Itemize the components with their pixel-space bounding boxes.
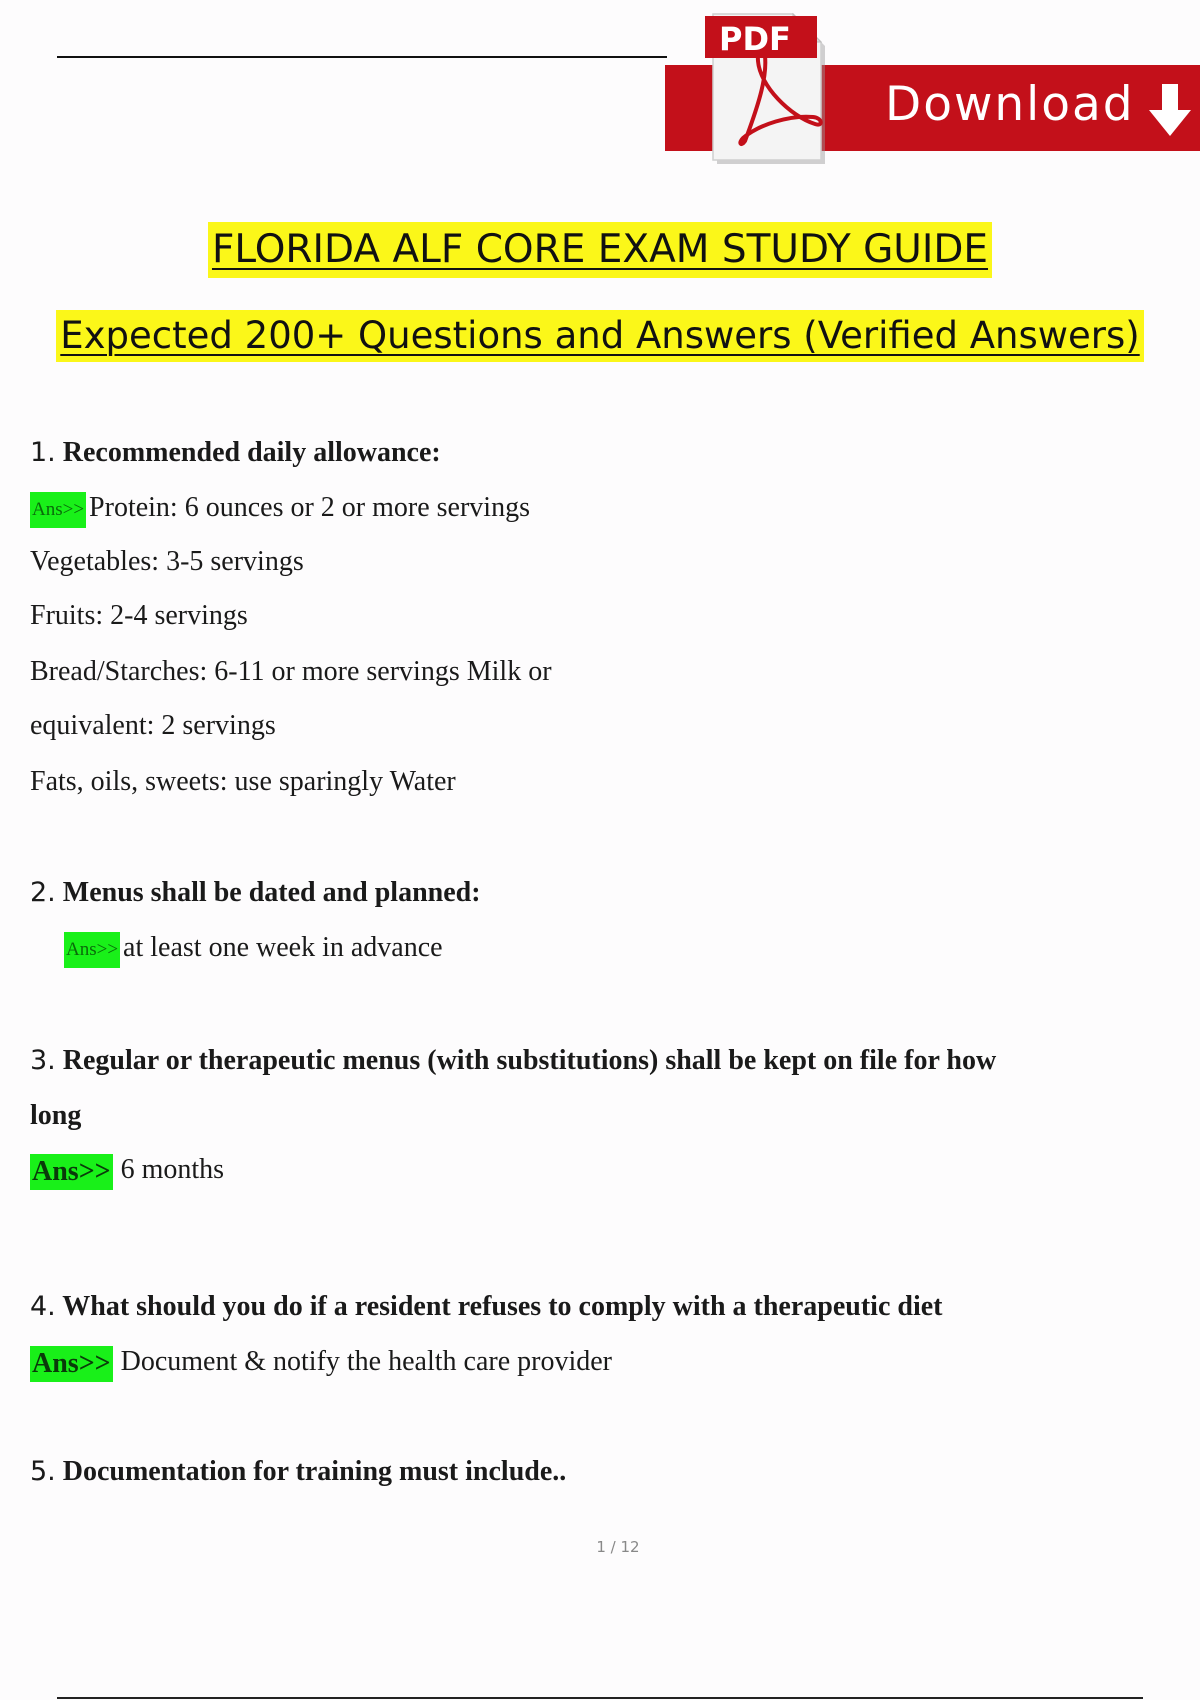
answer-1-line-1	[30, 488, 530, 528]
answer-3-line-1	[30, 1150, 224, 1190]
answer-1-line-5: equivalent: 2 servings	[30, 710, 276, 741]
answer-1-line-6: Fats, oils, sweets: use sparingly Water	[30, 766, 456, 797]
answer-tag: Ans>>	[64, 932, 120, 968]
question-text: Regular or therapeutic menus (with substitutions) shall be kept on file for how	[62, 1045, 997, 1076]
question-2	[30, 873, 481, 913]
answer-tag: Ans>>	[30, 492, 86, 528]
question-number: 4.	[30, 1291, 56, 1322]
question-1	[30, 433, 441, 473]
question-number: 5.	[30, 1456, 56, 1487]
document-subtitle: Expected 200+ Questions and Answers (Verified Answers)	[56, 310, 1143, 362]
question-4	[30, 1287, 942, 1327]
pdf-file-icon	[705, 6, 829, 166]
question-3	[30, 1041, 996, 1081]
answer-1-line-2: Vegetables: 3-5 servings	[30, 546, 304, 577]
page-indicator: 1 / 12	[596, 1538, 640, 1556]
title-block	[0, 222, 1200, 278]
download-label[interactable]: Download	[885, 77, 1135, 132]
pdf-label: PDF	[719, 20, 791, 58]
pdf-download-banner[interactable]	[665, 0, 1200, 170]
question-text: Menus shall be dated and planned:	[62, 877, 481, 908]
question-text: Recommended daily allowance:	[62, 437, 441, 468]
question-text: Documentation for training must include..	[62, 1456, 567, 1487]
answer-text: Document & notify the health care provider	[120, 1346, 612, 1377]
answer-text: 6 months	[120, 1154, 225, 1185]
subtitle-block	[0, 310, 1200, 362]
header-rule	[57, 56, 667, 58]
answer-text: at least one week in advance	[123, 932, 443, 963]
answer-1-line-4: Bread/Starches: 6-11 or more servings Milk or	[30, 656, 552, 687]
answer-1-line-3: Fruits: 2-4 servings	[30, 600, 248, 631]
answer-tag: Ans>>	[30, 1154, 113, 1190]
question-5	[30, 1452, 566, 1492]
question-number: 3.	[30, 1045, 56, 1076]
answer-tag: Ans>>	[30, 1346, 113, 1382]
question-number: 2.	[30, 877, 56, 908]
question-number: 1.	[30, 437, 56, 468]
answer-4-line-1	[30, 1342, 612, 1382]
footer-rule	[57, 1697, 1143, 1699]
document-title: FLORIDA ALF CORE EXAM STUDY GUIDE	[208, 222, 992, 278]
question-3-continued: long	[30, 1100, 82, 1131]
question-text: What should you do if a resident refuses to comply with a therapeutic diet	[62, 1291, 943, 1322]
answer-2-line-1	[64, 928, 443, 968]
arrow-down-icon[interactable]	[1145, 80, 1195, 140]
answer-text: Protein: 6 ounces or 2 or more servings	[89, 492, 530, 523]
